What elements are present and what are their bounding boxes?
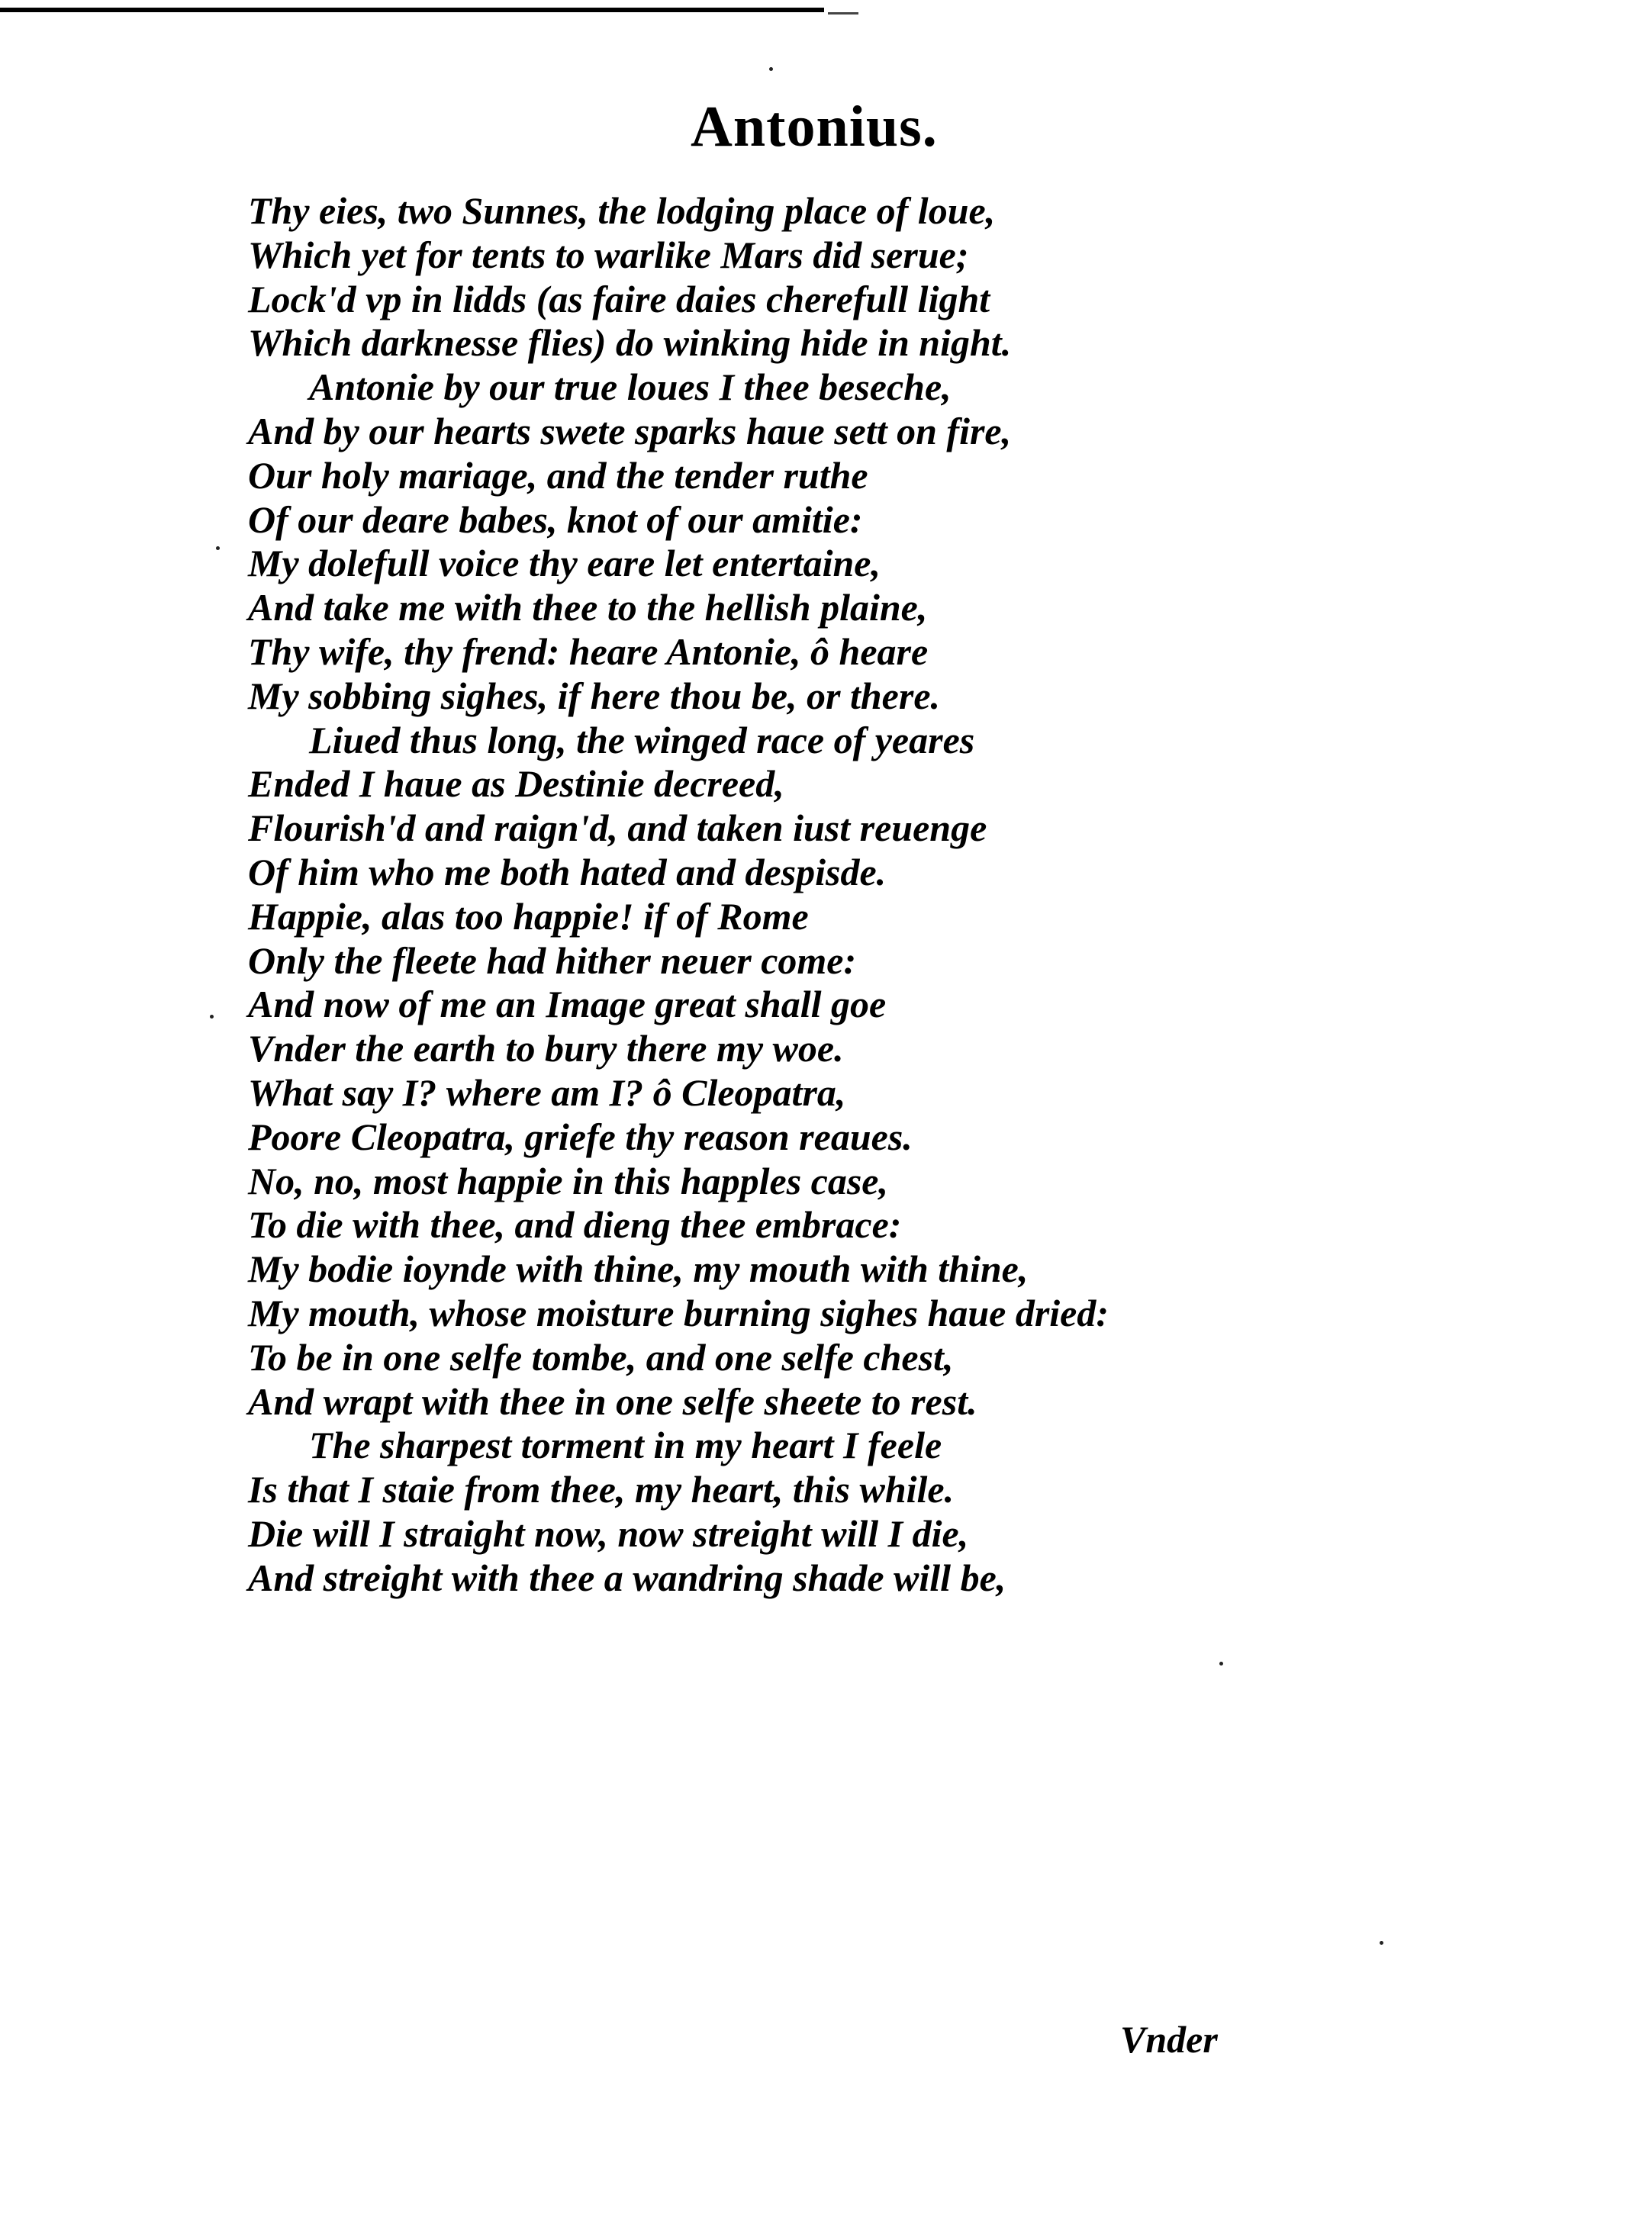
verse-line: Which yet for tents to warlike Mars did serue; — [248, 233, 969, 276]
verse-line: And streight with thee a wandring shade will be, — [248, 1556, 1006, 1599]
verse-line: Lock'd vp in lidds (as faire daies cherefull light — [248, 277, 990, 320]
verse-line: Liued thus long, the winged race of yeares — [309, 718, 975, 761]
verse-line: Only the fleete had hither neuer come: — [248, 938, 857, 982]
ink-speck — [1219, 1662, 1223, 1666]
verse-line: Vnder the earth to bury there my woe. — [248, 1027, 844, 1070]
ink-speck — [216, 546, 220, 550]
verse-line: Poore Cleopatra, griefe thy reason reaues. — [248, 1115, 913, 1158]
verse-line: No, no, most happie in this happles case, — [248, 1159, 888, 1202]
ink-speck — [769, 67, 773, 71]
verse-line: Is that I staie from thee, my heart, this while. — [248, 1468, 955, 1511]
verse-line: To be in one selfe tombe, and one selfe chest, — [248, 1335, 954, 1379]
ink-speck — [210, 1015, 214, 1019]
catchword: Vnder — [1120, 2018, 1218, 2061]
verse-line: And take me with thee to the hellish plaine, — [248, 586, 928, 629]
verse-line: My sobbing sighes, if here thou be, or there. — [248, 674, 941, 717]
verse-line: And now of me an Image great shall goe — [248, 983, 887, 1026]
verse-line: Which darknesse flies) do winking hide in night. — [248, 321, 1012, 365]
verse-line: Our holy mariage, and the tender ruthe — [248, 453, 868, 497]
top-rule-fragment — [828, 12, 858, 14]
verse-line: Die will I straight now, now streight will I die, — [248, 1511, 969, 1555]
verse-line: What say I? where am I? ô Cleopatra, — [248, 1070, 846, 1114]
verse-line: To die with thee, and dieng thee embrace: — [248, 1203, 902, 1247]
verse-line: Of our deare babes, knot of our amitie: — [248, 497, 863, 541]
verse-line: Thy wife, thy frend: heare Antonie, ô heare — [248, 629, 929, 673]
verse-line: And by our hearts swete sparks haue sett on fire, — [248, 409, 1012, 452]
verse-line: My bodie ioynde with thine, my mouth with thine, — [248, 1247, 1029, 1291]
top-rule — [0, 8, 824, 12]
verse-line: My mouth, whose moisture burning sighes haue dried: — [248, 1291, 1109, 1334]
verse-line: And wrapt with thee in one selfe sheete to rest. — [248, 1379, 977, 1423]
verse-line: Of him who me both hated and despisde. — [248, 850, 887, 893]
verse-line: Flourish'd and raign'd, and taken iust reuenge — [248, 806, 987, 850]
verse-block — [248, 189, 1109, 1601]
verse-line: Ended I haue as Destinie decreed, — [248, 762, 784, 806]
verse-line: My dolefull voice thy eare let entertaine, — [248, 542, 881, 585]
verse-line: The sharpest torment in my heart I feele — [309, 1424, 942, 1467]
ink-speck — [1380, 1941, 1383, 1945]
verse-line: Happie, alas too happie! if of Rome — [248, 894, 809, 938]
verse-line: Thy eies, two Sunnes, the lodging place of loue, — [248, 189, 996, 232]
page-title: Antonius. — [691, 95, 938, 159]
verse-line: Antonie by our true loues I thee beseche, — [309, 365, 952, 409]
